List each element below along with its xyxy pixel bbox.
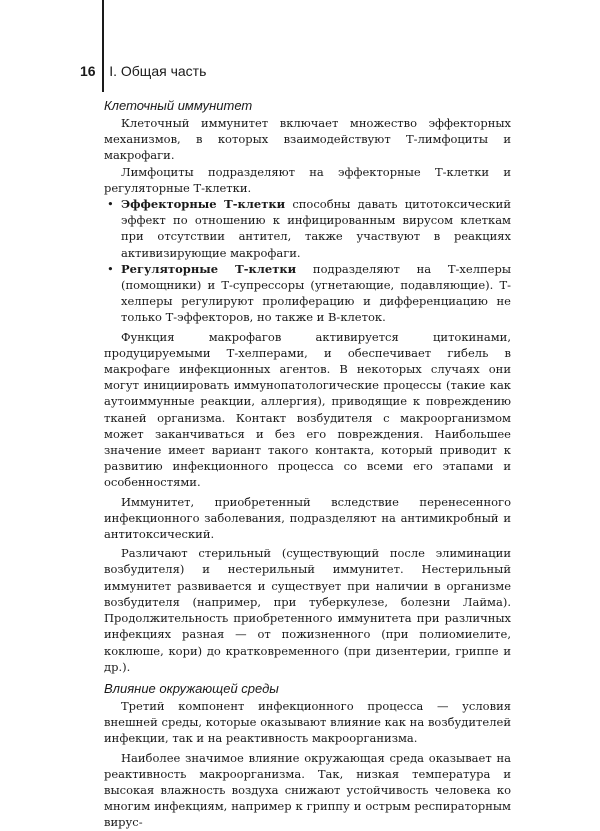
bold-term: Регуляторные Т-клетки	[121, 261, 297, 276]
running-header	[80, 62, 206, 80]
paragraph: Клеточный иммунитет включает множество эффекторных механизмов, в которых взаимодействуют Т-лимфоциты и макрофаги.	[104, 116, 511, 163]
page-body	[104, 94, 511, 831]
paragraph: Иммунитет, приобретенный вследствие перенесенного инфекционного заболевания, подразделяют на антимикробный и антитоксический.	[104, 494, 511, 542]
list-item-text: способны давать цитотоксический эффект по отношению к инфицированным вирусом клеткам при отсутствии антител, также участвуют в реакциях активизирующие макрофаги.	[121, 197, 511, 260]
page-number: 16	[80, 63, 96, 79]
paragraph: Функция макрофагов активируется цитокинами, продуцируемыми Т-хелперами, и обеспечивает гибель в макрофаге инфекционных агентов. В некоторых случаях они могут инициировать иммунопатологические процессы (такие как аутоиммунные реакции, аллергия), приводящие к повреждению тканей организма. Контакт возбудителя с макроорганизмом может заканчиваться и без его повреждения. Наибольшее значение имеет вариант такого контакта, который приводит к развитию инфекционного процесса со всеми его этапами и особенностями.	[104, 329, 511, 490]
bullet-icon: •	[107, 261, 114, 276]
bullet-icon: •	[107, 197, 114, 212]
section-heading-cellular-immunity: Клеточный иммунитет	[104, 98, 253, 113]
paragraph: Различают стерильный (существующий после элиминации возбудителя) и нестерильный иммунитет. Нестерильный иммунитет развивается и существует при наличии в организме возбудителя (например, при туберкулезе, болезни Лайма). Продолжительность приобретенного иммунитета при различных инфекциях разная — от пожизненного (при полиомиелите, коклюше, кори) до кратковременного (при дизентерии, гриппе и др.).	[104, 546, 511, 674]
paragraph: Третий компонент инфекционного процесса — условия внешней среды, которые оказывают влияние как на возбудителей инфекции, так и на реактивность макроорганизма.	[104, 698, 511, 746]
paragraph: Наиболее значимое влияние окружающая среда оказывает на реактивность макроорганизма. Так, низкая температура и высокая влажность воздуха снижают устойчивость человека ко многим инфекциям, например к гриппу и острым респираторным вирус-	[104, 750, 511, 830]
paragraph: Лимфоциты подразделяют на эффекторные Т-клетки и регуляторные Т-клетки.	[104, 164, 511, 195]
chapter-title: I. Общая часть	[109, 63, 207, 79]
bullet-list	[104, 196, 511, 326]
list-item	[104, 261, 511, 326]
bold-term: Эффекторные Т-клетки	[121, 197, 286, 212]
section-heading-environment: Влияние окружающей среды	[104, 680, 279, 696]
list-item-text: подразделяют на Т-хелперы (помощники) и Т-супрессоры (угнетающие, подавляющие). Т-хелперы регулируют пролиферацию и дифференциацию не только Т-эффекторов, но также и В-клеток.	[121, 261, 511, 325]
list-item	[104, 196, 511, 261]
header-separator: |	[101, 63, 106, 79]
